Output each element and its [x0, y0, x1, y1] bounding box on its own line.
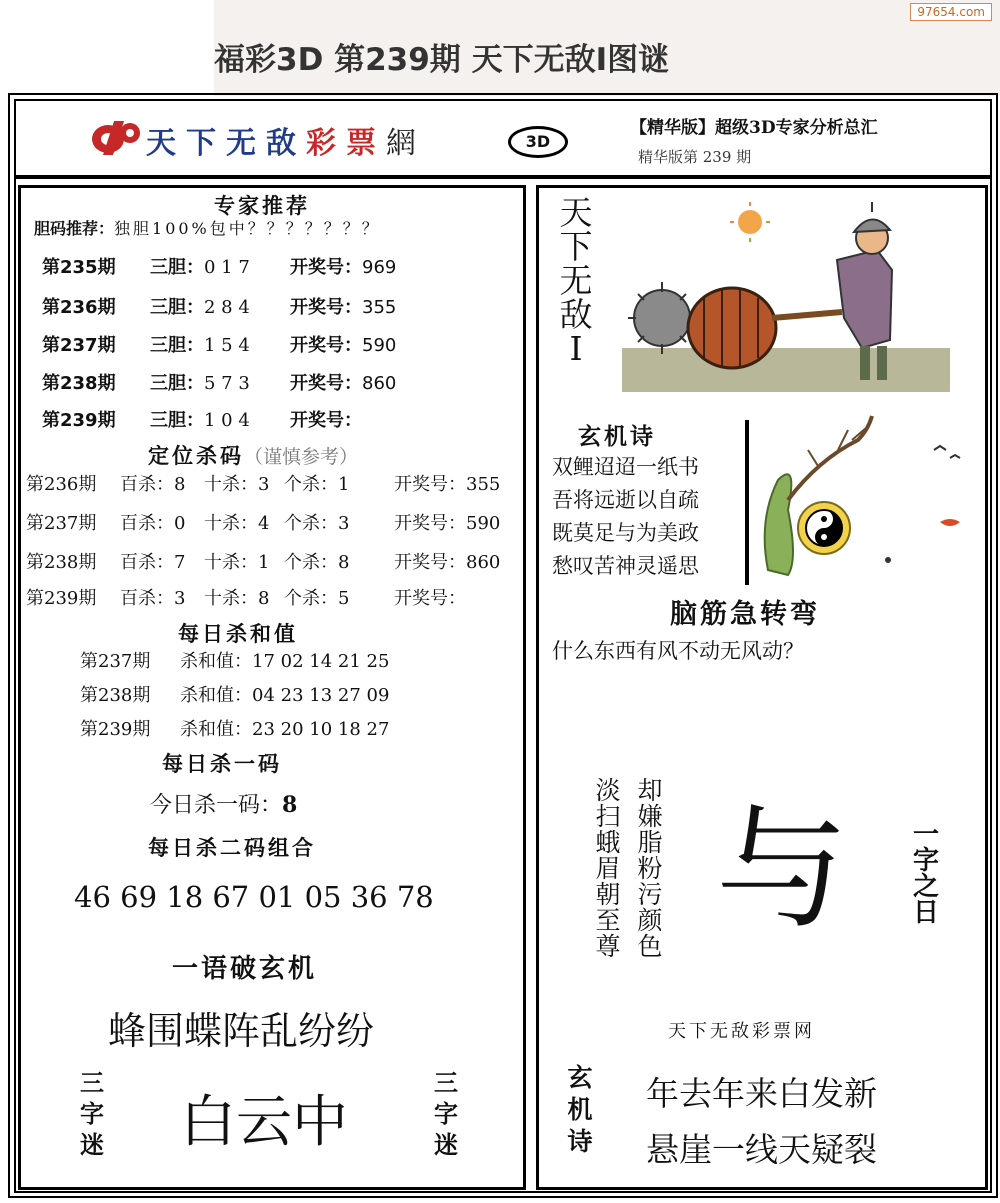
dan-label: 三胆：: [150, 373, 204, 394]
label-char: 一: [912, 820, 939, 850]
expert-row: [42, 331, 116, 357]
poem-char: 颜: [637, 906, 663, 935]
kill-row-bai: 百杀：0: [120, 513, 186, 534]
one-phrase-text: 蜂围蝶阵乱纷纷: [108, 1009, 375, 1053]
label-char: 之: [912, 872, 939, 902]
sum-kill-numbers: 17 02 14 21 25: [252, 651, 390, 672]
dan-numbers: 1 0 4: [204, 410, 250, 431]
site-name-red: 彩票: [306, 126, 386, 161]
expert-row-issue: 第236期: [42, 297, 116, 318]
label-char: 玄: [567, 1063, 593, 1092]
kill-row-issue: 第236期: [26, 474, 97, 495]
draw-label: 开奖号：: [290, 373, 362, 394]
label-char: 字: [912, 846, 939, 876]
yin-yang-tree-illustration: [748, 410, 980, 582]
sum-kill-label: 杀和值：: [180, 685, 252, 706]
kill-two-heading: 每日杀二码组合: [148, 836, 316, 860]
poem-line: 既莫足与为美政: [552, 521, 699, 545]
kill-row-draw: 开奖号：355: [394, 474, 501, 495]
kill-row-bai: 百杀：3: [120, 588, 186, 609]
expert-row-dan: [150, 331, 250, 357]
position-kill-header: [148, 440, 358, 470]
page-title: 福彩3D 第239期 天下无敌Ⅰ图谜: [214, 42, 670, 78]
kill-two-values: 46 69 18 67 01 05 36 78: [74, 880, 434, 914]
dan-label: 三胆：: [150, 257, 204, 278]
dan-numbers: 1 5 4: [204, 335, 250, 356]
kill-row-draw: 开奖号：860: [394, 552, 501, 573]
kill-row-ge: 个杀：5: [284, 588, 350, 609]
poem-line: 双鲤迢迢一纸书: [552, 455, 699, 479]
kill-one-value: 8: [282, 792, 298, 818]
poem-char: 蛾: [595, 828, 621, 857]
poem-char: 脂: [637, 828, 663, 857]
dan-label: 三胆：: [150, 297, 204, 318]
expert-row-dan: [150, 406, 250, 432]
sum-kill-issue: 第237期: [80, 651, 151, 672]
sum-kill-issue: 第238期: [80, 685, 151, 706]
big-char: 与: [716, 793, 848, 947]
label-char: 三: [80, 1069, 104, 1097]
poem-char: 嫌: [637, 802, 663, 831]
dan-numbers: 2 8 4: [204, 297, 250, 318]
sum-kill-values: [180, 647, 389, 673]
poem-char: 色: [637, 932, 663, 961]
expert-row-draw: [290, 253, 396, 279]
poem-char: 至: [595, 906, 621, 935]
title-char: 天: [559, 193, 593, 232]
dan-label: 胆码推荐：: [34, 219, 115, 238]
draw-number: 590: [362, 335, 397, 356]
expert-row-dan: [150, 293, 250, 319]
dan-value: 独胆100%包中？？？？？？？: [114, 219, 381, 238]
kill-row-draw: 开奖号：590: [394, 513, 501, 534]
kill-row-draw: 开奖号：: [394, 588, 466, 609]
expert-row-dan: [150, 253, 250, 279]
poem-char: 眉: [595, 854, 621, 883]
lottery-logo-icon: [86, 115, 146, 159]
label-char: 日: [912, 898, 939, 928]
sum-kill-label: 杀和值：: [180, 719, 252, 740]
expert-row: [42, 253, 116, 279]
label-char: 三: [434, 1069, 458, 1097]
site-name-main: 天下无敌: [146, 126, 306, 161]
poem-lines: [552, 451, 699, 583]
kill-row-issue: 第239期: [26, 588, 97, 609]
warrior-illustration: [622, 200, 950, 398]
poem-char: 粉: [637, 854, 663, 883]
kill-row-shi: 十杀：3: [204, 474, 270, 495]
label-char: 迷: [80, 1131, 104, 1159]
sum-kill-numbers: 04 23 13 27 09: [252, 685, 390, 706]
three-char-label-right: [418, 1068, 474, 1161]
expert-row-issue: 第237期: [42, 335, 116, 356]
expert-row-issue: 第239期: [42, 410, 116, 431]
three-char-answer: 白云中: [180, 1090, 348, 1155]
poem-char: 淡: [595, 776, 621, 805]
draw-label: 开奖号：: [290, 297, 362, 318]
title-char: Ⅰ: [569, 329, 583, 368]
riddle-heading: 脑筋急转弯: [670, 599, 820, 630]
expert-row-draw: [290, 331, 396, 357]
banner-subtitle: 【精华版】超级3D专家分析总汇: [630, 118, 878, 138]
expert-row-issue: 第238期: [42, 373, 116, 394]
label-char: 字: [434, 1100, 458, 1128]
kill-one-heading: 每日杀一码: [162, 752, 282, 776]
bottom-poem-lines: [646, 1066, 877, 1178]
draw-label: 开奖号：: [290, 410, 362, 431]
kill-row-ge: 个杀：1: [284, 474, 350, 495]
expert-heading: 专家推荐: [214, 194, 310, 218]
dan-numbers: 5 7 3: [204, 373, 250, 394]
expert-row: [42, 406, 116, 432]
kill-row-ge: 个杀：3: [284, 513, 350, 534]
title-char: 无: [559, 261, 593, 300]
poem-line: 悬崖一线天疑裂: [646, 1130, 877, 1169]
poem-char: 尊: [595, 932, 621, 961]
kill-row-shi: 十杀：4: [204, 513, 270, 534]
draw-label: 开奖号：: [290, 335, 362, 356]
dan-line: [34, 216, 381, 239]
sum-kill-values: [180, 715, 389, 741]
vertical-poem-col-right: [632, 778, 668, 960]
poem-char: 污: [637, 880, 663, 909]
draw-number: 355: [362, 297, 397, 318]
sum-kill-numbers: 23 20 10 18 27: [252, 719, 390, 740]
poem-char: 朝: [595, 880, 621, 909]
expert-row-draw: [290, 293, 396, 319]
title-char: 敌: [559, 295, 593, 334]
position-kill-note: （谨慎参考）: [244, 446, 359, 468]
bottom-poem-label: [558, 1062, 602, 1158]
kill-one-text: 今日杀一码：: [150, 793, 283, 818]
expert-row-dan: [150, 369, 250, 395]
label-char: 机: [567, 1095, 593, 1124]
banner-issue: 精华版第 239 期: [638, 148, 752, 166]
badge-3d: 3D: [508, 126, 568, 158]
kill-one-line: [150, 788, 297, 819]
label-char: 字: [80, 1100, 104, 1128]
sum-kill-values: [180, 681, 389, 707]
three-char-label-left: [64, 1068, 120, 1161]
draw-number: 969: [362, 257, 397, 278]
poem-char: 扫: [595, 802, 621, 831]
position-kill-heading: 定位杀码: [148, 444, 244, 468]
poem-char: 却: [637, 776, 663, 805]
kill-row-issue: 第238期: [26, 552, 97, 573]
expert-row-draw: [290, 406, 362, 432]
poem-heading: 玄机诗: [578, 424, 656, 450]
kill-row-bai: 百杀：8: [120, 474, 186, 495]
sum-kill-heading: 每日杀和值: [178, 622, 298, 646]
poem-line: 愁叹苦神灵遥思: [552, 554, 699, 578]
kill-row-shi: 十杀：8: [204, 588, 270, 609]
site-name-net: 網: [386, 126, 426, 161]
site-tag[interactable]: 97654.com: [910, 3, 992, 21]
poem-line: 年去年来白发新: [646, 1074, 877, 1113]
vertical-poem-col-left: [590, 778, 626, 960]
dan-label: 三胆：: [150, 335, 204, 356]
title-char: 下: [559, 227, 593, 266]
dan-numbers: 0 1 7: [204, 257, 250, 278]
kill-row-shi: 十杀：1: [204, 552, 270, 573]
riddle-text: 什么东西有风不动无风动？: [552, 639, 804, 663]
kill-row-bai: 百杀：7: [120, 552, 186, 573]
draw-label: 开奖号：: [290, 257, 362, 278]
expert-row-issue: 第235期: [42, 257, 116, 278]
expert-row: [42, 369, 116, 395]
kill-row-issue: 第237期: [26, 513, 97, 534]
kill-row-ge: 个杀：8: [284, 552, 350, 573]
label-char: 诗: [567, 1127, 593, 1156]
expert-row-draw: [290, 369, 396, 395]
poem-line: 吾将远逝以自疏: [552, 488, 699, 512]
sum-kill-label: 杀和值：: [180, 651, 252, 672]
one-phrase-heading: 一语破玄机: [172, 954, 318, 984]
label-char: 迷: [434, 1131, 458, 1159]
footer-site-name: 天下无敌彩票网: [668, 1021, 815, 1042]
one-char-label: [902, 822, 950, 926]
sum-kill-issue: 第239期: [80, 719, 151, 740]
expert-row: [42, 293, 116, 319]
draw-number: 860: [362, 373, 397, 394]
dan-label: 三胆：: [150, 410, 204, 431]
vertical-title: [556, 193, 596, 368]
banner-site-name: [146, 118, 426, 162]
